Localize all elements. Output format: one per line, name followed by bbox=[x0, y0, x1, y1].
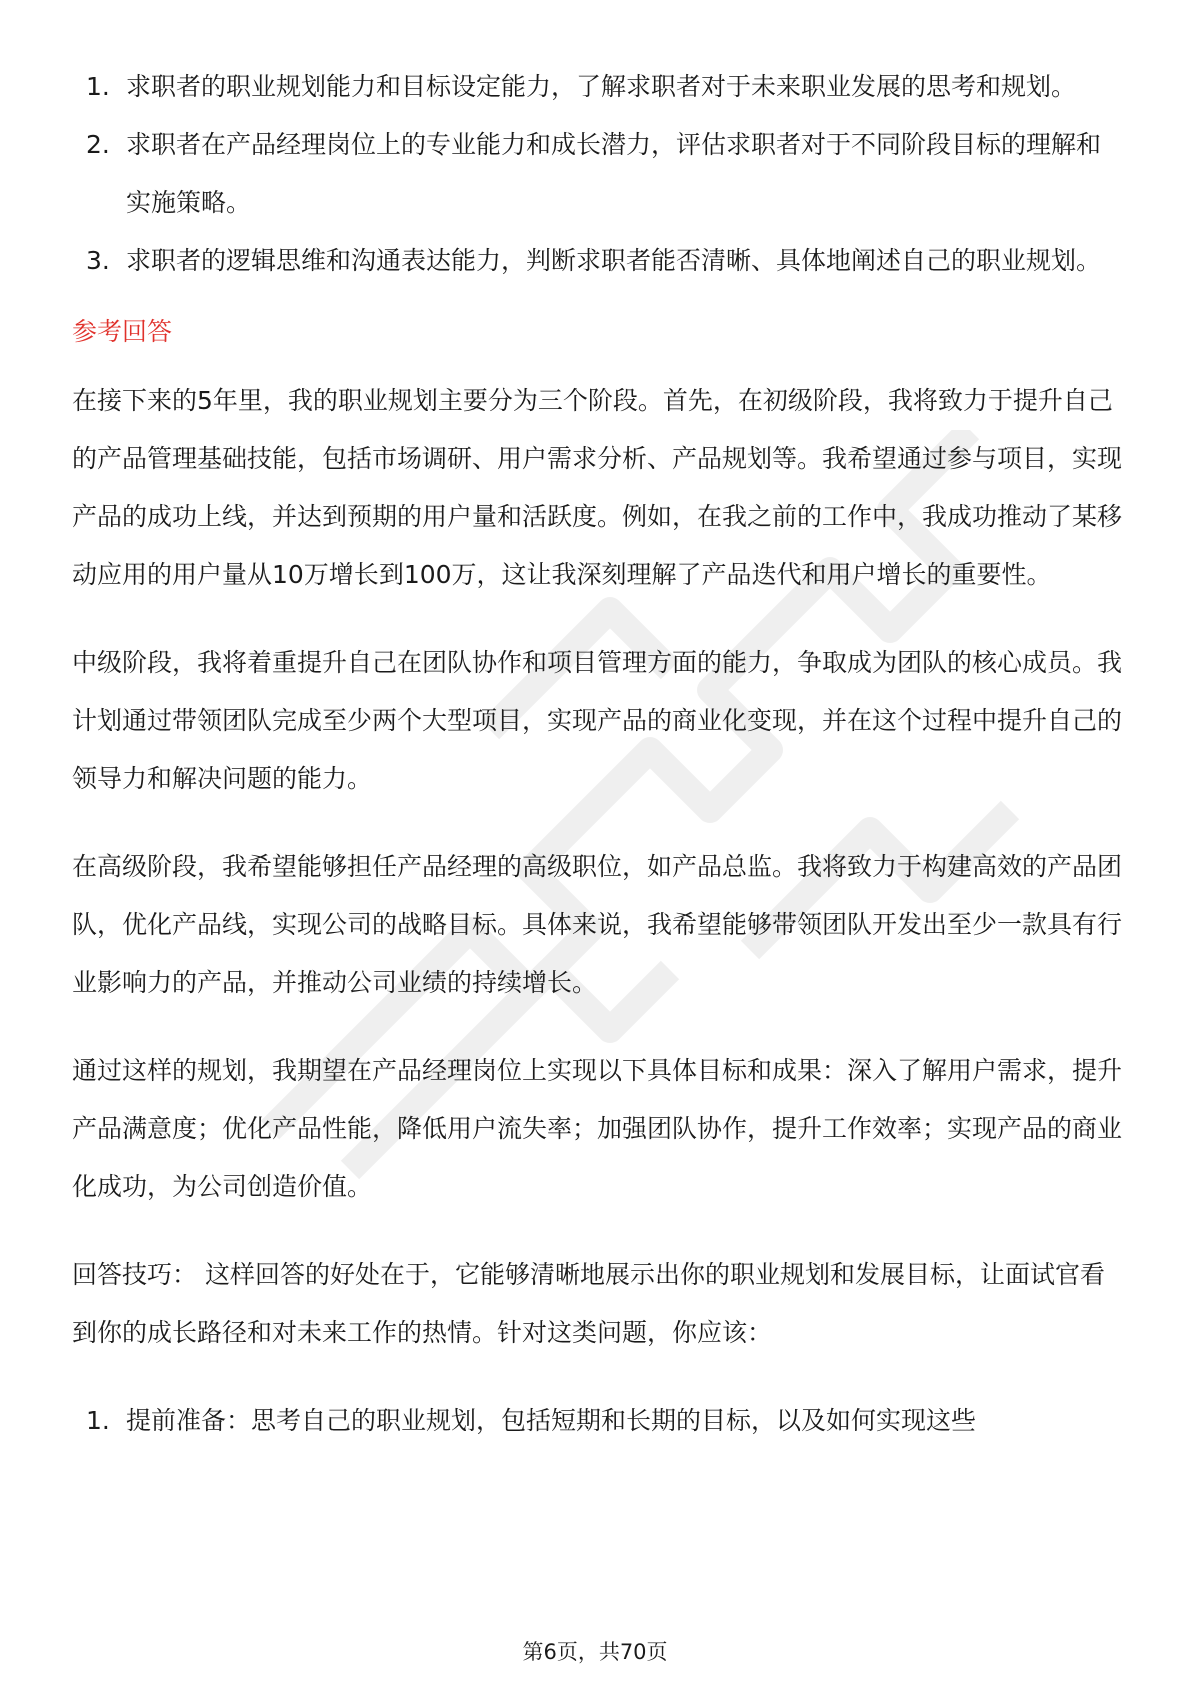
list-item bbox=[72, 116, 1122, 232]
list-item-text: 提前准备：思考自己的职业规划，包括短期和长期的目标，以及如何实现这些 bbox=[126, 1406, 977, 1435]
list-item-text: 求职者在产品经理岗位上的专业能力和成长潜力，评估求职者对于不同阶段目标的理解和实施策略。 bbox=[126, 130, 1102, 217]
paragraph: 回答技巧： 这样回答的好处在于，它能够清晰地展示出你的职业规划和发展目标，让面试官看到你的成长路径和对未来工作的热情。针对这类问题，你应该： bbox=[72, 1260, 1105, 1347]
paragraph: 通过这样的规划，我期望在产品经理岗位上实现以下具体目标和成果：深入了解用户需求，提升产品满意度；优化产品性能，降低用户流失率；加强团队协作，提升工作效率；实现产品的商业化成功，为公司创造价值。 bbox=[72, 1056, 1123, 1201]
paragraph: 在接下来的5年里，我的职业规划主要分为三个阶段。首先，在初级阶段，我将致力于提升自己的产品管理基础技能，包括市场调研、用户需求分析、产品规划等。我希望通过参与项目，实现产品的成功上线，并达到预期的用户量和活跃度。例如，在我之前的工作中，我成功推动了某移动应用的用户量从10万增长到100万，这让我深刻理解了产品迭代和用户增长的重要性。 bbox=[72, 386, 1123, 589]
list-number: 3. bbox=[86, 246, 110, 275]
paragraph: 中级阶段，我将着重提升自己在团队协作和项目管理方面的能力，争取成为团队的核心成员。我计划通过带领团队完成至少两个大型项目，实现产品的商业化变现，并在这个过程中提升自己的领导力和解决问题的能力。 bbox=[72, 648, 1123, 793]
list-number: 1. bbox=[86, 1406, 110, 1435]
list-item-text: 求职者的职业规划能力和目标设定能力，了解求职者对于未来职业发展的思考和规划。 bbox=[126, 72, 1077, 101]
list-item bbox=[72, 1392, 1122, 1450]
section-heading: 参考回答 bbox=[72, 317, 173, 346]
page-number: 第6页，共70页 bbox=[522, 1640, 668, 1664]
page-content bbox=[72, 58, 1122, 1450]
criteria-list bbox=[72, 58, 1122, 290]
paragraph: 在高级阶段，我希望能够担任产品经理的高级职位，如产品总监。我将致力于构建高效的产品团队，优化产品线，实现公司的战略目标。具体来说，我希望能够带领团队开发出至少一款具有行业影响力的产品，并推动公司业绩的持续增长。 bbox=[72, 852, 1123, 997]
list-item-text: 求职者的逻辑思维和沟通表达能力，判断求职者能否清晰、具体地阐述自己的职业规划。 bbox=[126, 246, 1102, 275]
list-number: 1. bbox=[86, 72, 110, 101]
list-item bbox=[72, 232, 1122, 290]
tips-list bbox=[72, 1392, 1122, 1450]
list-number: 2. bbox=[86, 130, 110, 159]
list-item bbox=[72, 58, 1122, 116]
